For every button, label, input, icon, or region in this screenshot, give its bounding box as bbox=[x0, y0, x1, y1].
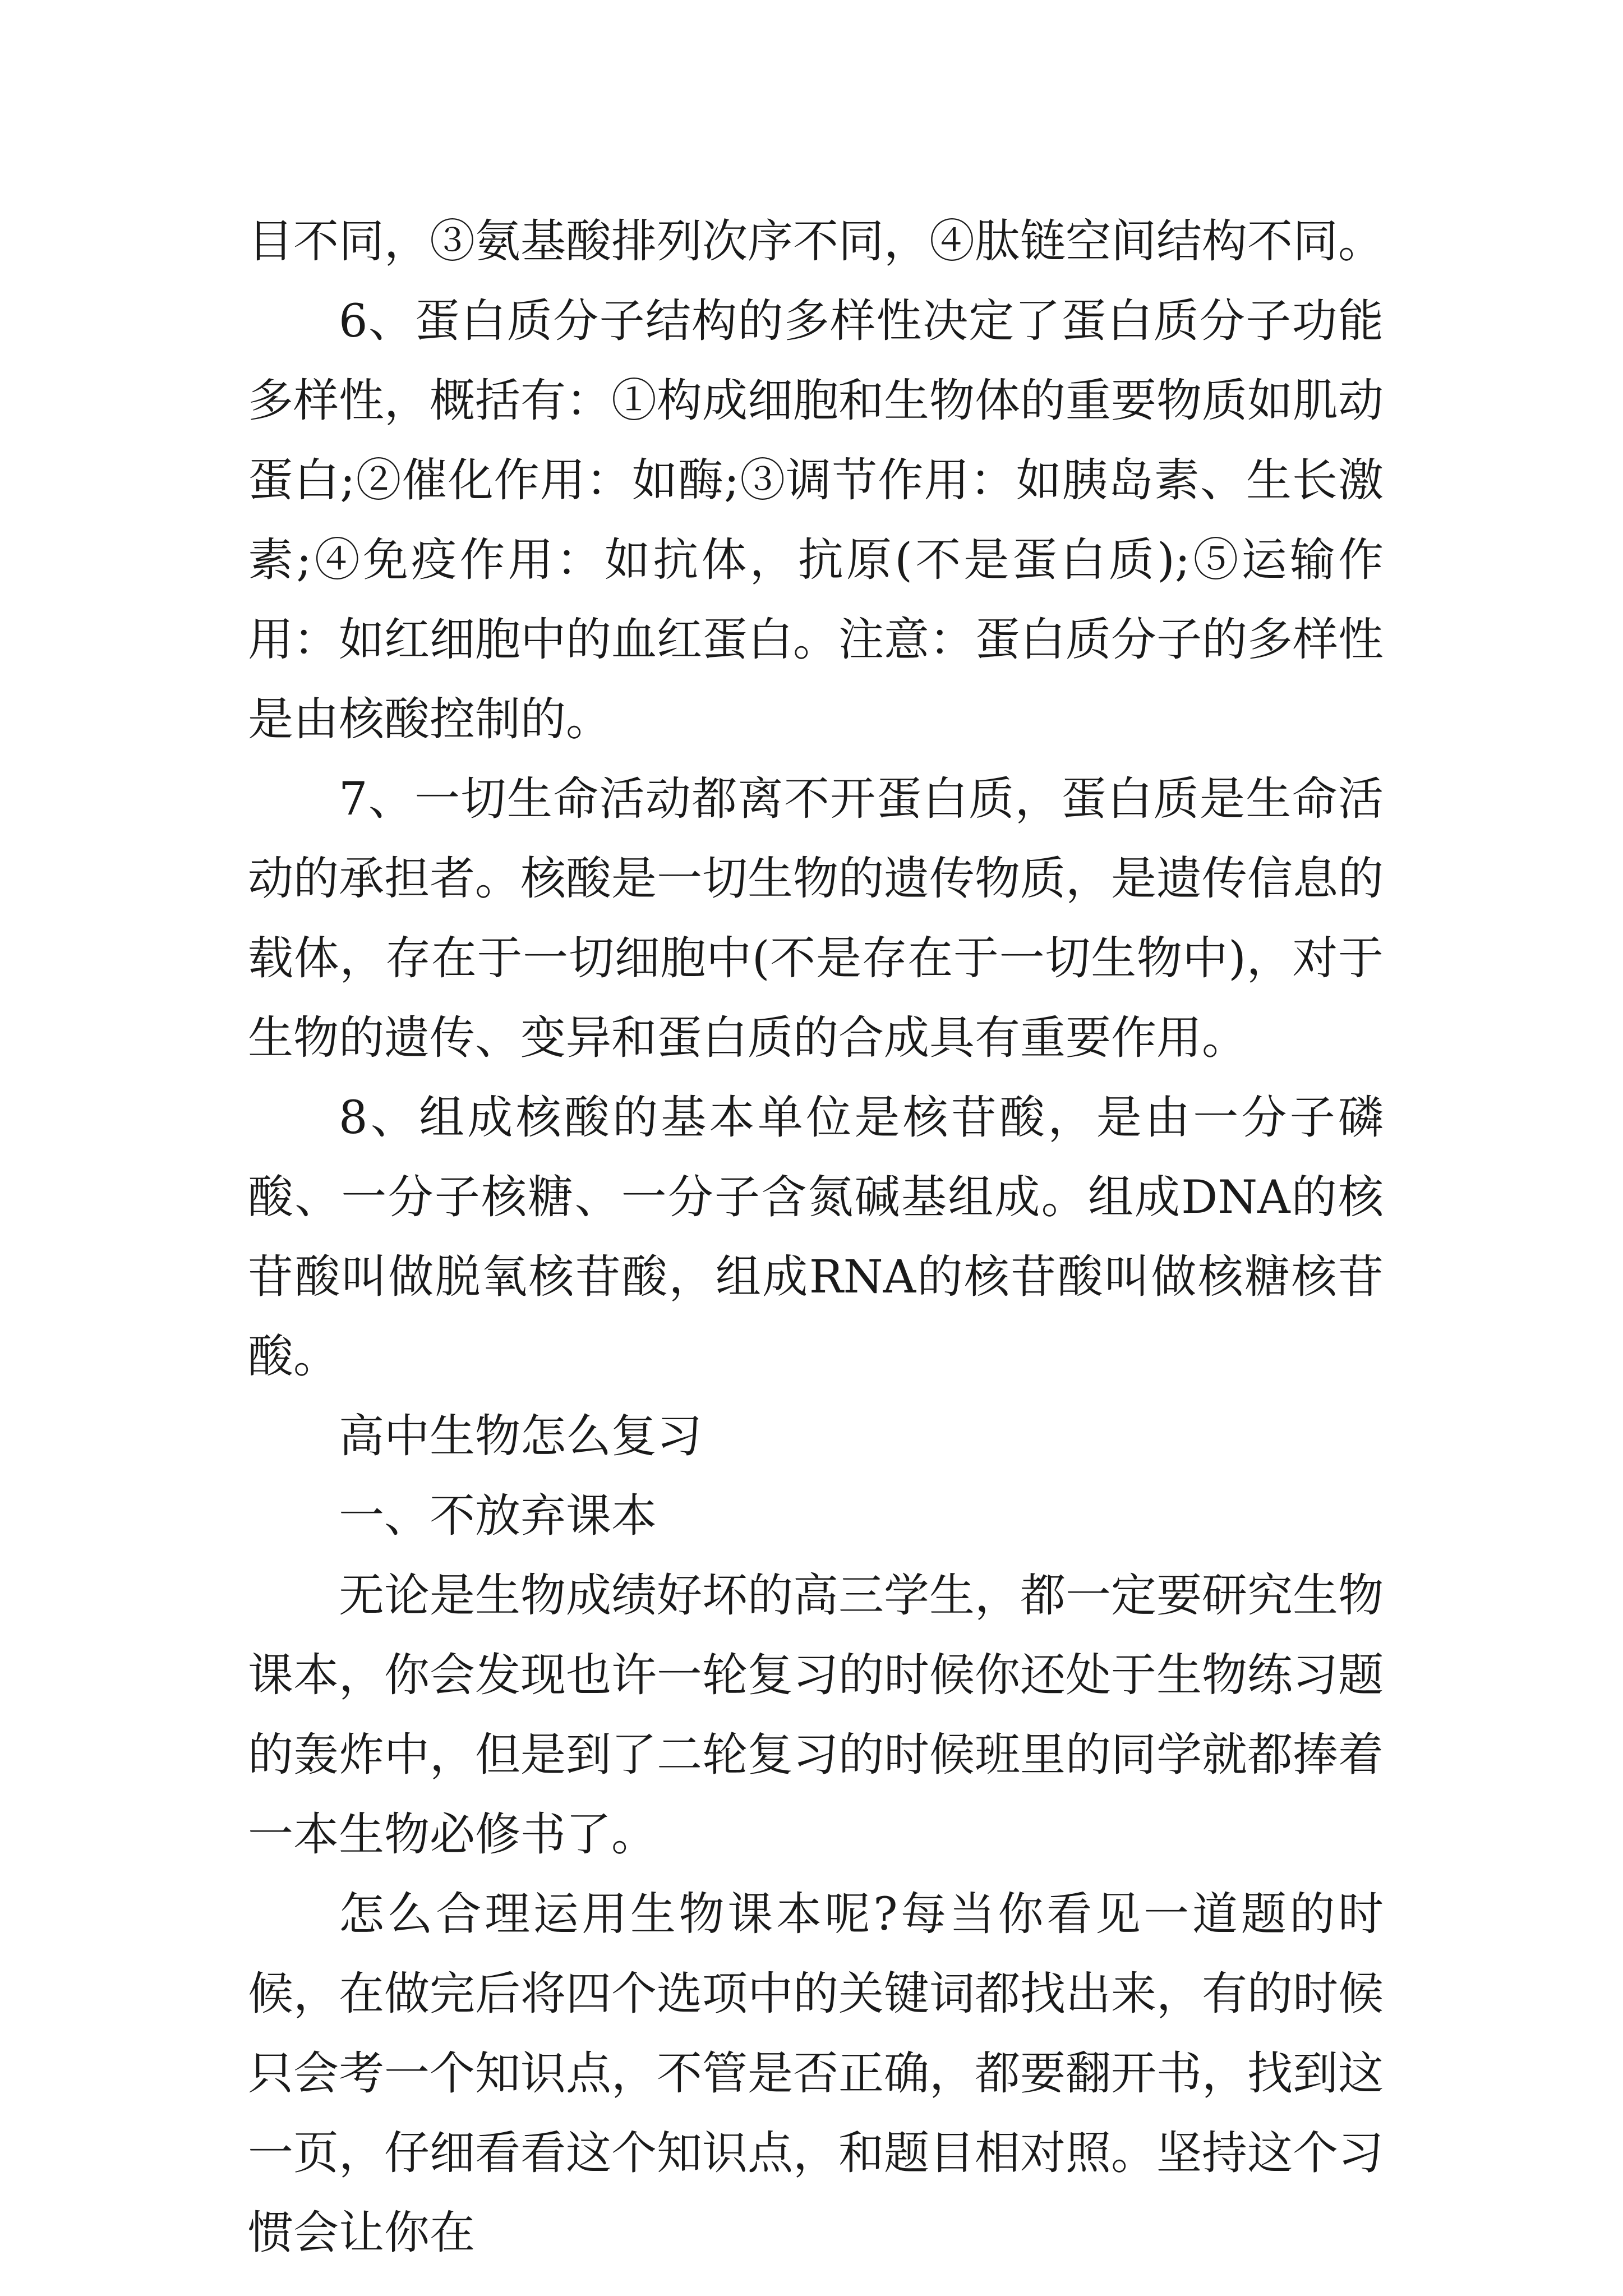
paragraph-usage: 怎么合理运用生物课本呢?每当你看见一道题的时候，在做完后将四个选项中的关键词都找出来，有的时候只会考一个知识点，不管是否正确，都要翻开书，找到这一页，仔细看看这个知识点，和题目相对照。坚持这个习惯会让你在 bbox=[248, 1888, 1384, 2260]
paragraph-item-7: 7、一切生命活动都离不开蛋白质，蛋白质是生命活动的承担者。核酸是一切生物的遗传物质，是遗传信息的载体，存在于一切细胞中(不是存在于一切生物中)，对于生物的遗传、变异和蛋白质的合成具有重要作用。 bbox=[248, 773, 1384, 1065]
paragraph-textbook: 无论是生物成绩好坏的高三学生，都一定要研究生物课本，你会发现也许一轮复习的时候你还处于生物练习题的轰炸中，但是到了二轮复习的时候班里的同学就都捧着一本生物必修书了。 bbox=[248, 1570, 1384, 1861]
paragraph-item-6: 6、蛋白质分子结构的多样性决定了蛋白质分子功能多样性，概括有：①构成细胞和生物体的重要物质如肌动蛋白;②催化作用：如酶;③调节作用：如胰岛素、生长激素;④免疫作用：如抗体，抗原(不是蛋白质);⑤运输作用：如红细胞中的血红蛋白。注意：蛋白质分子的多样性是由核酸控制的。 bbox=[248, 295, 1384, 746]
paragraph-continuation: 目不同，③氨基酸排列次序不同，④肽链空间结构不同。 bbox=[248, 215, 1384, 268]
section-heading: 高中生物怎么复习 bbox=[339, 1410, 703, 1463]
paragraph-item-8: 8、组成核酸的基本单位是核苷酸，是由一分子磷酸、一分子核糖、一分子含氮碱基组成。组成DNA的核苷酸叫做脱氧核苷酸，组成RNA的核苷酸叫做核糖核苷酸。 bbox=[248, 1092, 1384, 1383]
subsection-heading: 一、不放弃课本 bbox=[339, 1490, 657, 1543]
document-body bbox=[248, 202, 1384, 2273]
